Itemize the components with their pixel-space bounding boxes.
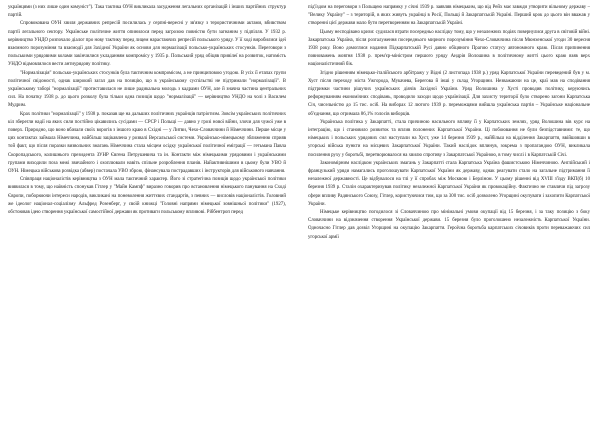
paragraph: "Нормалізація" польсько-українських стосунків була тактичним компромісом, а не принциповою угодою. В усіх її етапах групи політичної свідомості, однак широкий загал дав на позицію, що в українському суспільстві не підтримали "нормалізації". В українському таборі "нормалізації" протиставилася не лише радикальна молодь з кадрами ОУН, але й значна частина центральних сил. На початку 1938 р. до цього розколу була тільки одна позиція щодо "нормалізації" — керівництво УНДО на чолі з Василем Мудрим. (8, 70, 286, 109)
paragraph: Українська політика у Закарпатті, стала причиною насильного впливу її у Карпатських землях, уряд Волошина вів курс на інтеграцію, що і становило розвиток та вплив полонених Карпатської України. Ці побоювання не були безпідставними: те, що німецьких і польських урядових сил наступали на Хуст, уже 14 березня 1939 р., найбільш на відділення Закарпаття, ввійшовши в угорські війська пункти на місцевих Закарпатської України. Такий наслідок вплинув, зокрема з пропагандою ОУН, викликала посилення руху у боротьбі, перетворювалося на хвилю спротиву з Закарпатської Україною, в тому числі і в Карпатській Січі. (308, 119, 590, 158)
paragraph: Співпраця націоналістів керівництва з ОУН мала тактичний характер. Його зі стратегічна позиція щодо української політики виявилася в тому, що наївність спонукав Гітлер у "Майн Кампф" виразно говорив про встановлення німецького панування на Сході Європи, поборюючи інтереси народів, викликані на поневолення життєвих стандартів, з певних — висловів націоналістів. Головний же ідеолог націонал-соціалізму Альфред Розенберг, у своїй книжці "Головні напрями німецької зовнішньої політики" (1927), обстоював ідею створення української самостійної держави як противаги польському впливові. Ріббентроп перед (8, 177, 286, 216)
paragraph: Згідно рішенням німецько-італійського арбітражу у Відні (2 листопада 1938 р.) уряд Карпатської України переведений був у м. Хуст після переходу міста Ужгорода, Мукачева, Берегова й інші у склад Угорщини. Незважаючи на це, краї мав на сподівання підтримки частини рішучих українських діячів Західної України. Уряд Волошина у Хусті проводив політику, керуючись реформуванням економічних сподівань, проводило заходи щодо українізації. Для захисту території було створено загони Карпатська Січ, чисельністю до 15 тис. осіб. На виборах 12 лютого 1939 р. переможцями вийшла українська партія – Українське національне об'єднання, що отримала 86,1% голосів виборців. (308, 70, 590, 117)
right-text-column (308, 4, 590, 424)
paragraph: Крах політики "нормалізації" у 1938 р. показав ще на дальших політичних українців патріотизм. Зовсім українських політичних кіл зберегли надії на яких сили постійно цікавились сусідами — СРСР і Польщі — давно у грозі нової війни, злочи для чужої уже в поверх. Природно, що воно вбачали своїх ворогів з іншого краю в Східні — у Литви, Чехо-Словаччини й Німеччини. Перше місце у цих контактах займала Німеччина, найбільш зацікавлена у розвалі Версальської системи. Українсько-німецькому зближенню сприяв той факт, що після поразки визвольних змагань Німеччина стала місцем осідку української політичної еміграції — гетьмана Павла Скоропадського, колишнього президента ЗУНР Євгена Петрушевича та ін. Контакти між німецькими урядовими і українськими групами виходили поза межі звичайного і охоплювали навіть спільне розроблення планів. Найактивнішими в цьому були УВО й ОУН. Німецька військова розвідка (абвер) постачала УВО зброю, фінансувала пострадавших і інструкторів для військового навчання. (8, 111, 286, 175)
paragraph: Цьому несподівано кризи: судилася втрати посередньо наслідку тому, що у незалежних подіях повернулися друга в світовій війні. Закарпатська Україна, після розгалуження посереднього мирного порозуміння Чехо-Словаччина після Мюнхенської угоди 30 вересня 1938 року. Воно домоглися надання Підкарпатській Русі давно обіцяного Прагою статусу автономного краю. Після припинення повноважень жовтня 1938 р. прем'єр-міністром першого уряду Андрія Волошина в політичному житті цього краю взяв верх націоналістичний бік. (308, 29, 590, 68)
paragraph: під'їздом на переговори з Польщею напрямку у січні 1939 р. заявляв німецьким, що від Рейх має завжди утворити вільному державу – "Велику Україну" – з територій, в яких живуть українці в Росії, Польщі й Закарпатській Україні. Перший крок до цього він вважав у створенні цієї держави мало бути перетворенням на Закарпатській Україні. (308, 5, 590, 27)
paragraph: українцями (з них лише один комуніст"). Така тактика ОУН викликала засудження легальних організацій і інших партійних структур партій. (8, 5, 286, 19)
paragraph: Спровокована ОУН хвиля державних репресій посилилась у серпні-вересні у зв'язку з терористичними актами, вбивством партії легального сектору. Українське політичне життя опинилося перед загрозою повністю бути загнаним у підпілля. У 1932 р. керівництво УНДО розпочало діалог про нову тактику перед лицем нарастаючих репресій польського уряду. У її ході виробилися ідеї взаємного порозуміння та взаємодії для Західної України як основи для нормалізації польсько-українських стосунків. Переговори з польськими урядовими колами закінчилися укладанням компромісу у 1935 р. Польський уряд обіцяв привілеї на розвиток, натомість УНДО відмовлялося вести антиурядову політику. (8, 21, 286, 68)
left-text-column (8, 4, 286, 424)
paragraph: Закономірним наслідком українських змагань у Закарпатті стала Карпатська Україна фашистською Німеччиною. Англійський і французький уряди намагались проголошувати Карпатської України як державу, однак реагувати стало на загальне підтримання її незалежної державності. Це відбувалося на тлі у її спробах між Москвою і Берліном. У цьому рішенні від ХVІІІ з'їзду ВКП(б) 10 березня 1939 р. Сталін охарактеризував політику незалежної Карпатської України як провокаційну. Фактично не ставлячи під загрозу сфери впливу Радянського Союзу, Гітлер, користуючися тим, що за 300 тис. осіб дозволено Угорщині окупувати і захопити Карпатської України. (308, 160, 590, 207)
paragraph: Німецьке керівництво погодилося зі Словаччиною про мінімальні умови окупації від 15 березня, і за таку позицію з боку Словаччини на відзначення створення Української держави. 15 березня було проголошено незалежність Карпатської України. Одночасно Гітлер дав дозвіл Угорщині на окупацію Закарпаття. Героїчна боротьба карпатських січовиків проти переважаючих сил угорської армії (308, 210, 590, 240)
